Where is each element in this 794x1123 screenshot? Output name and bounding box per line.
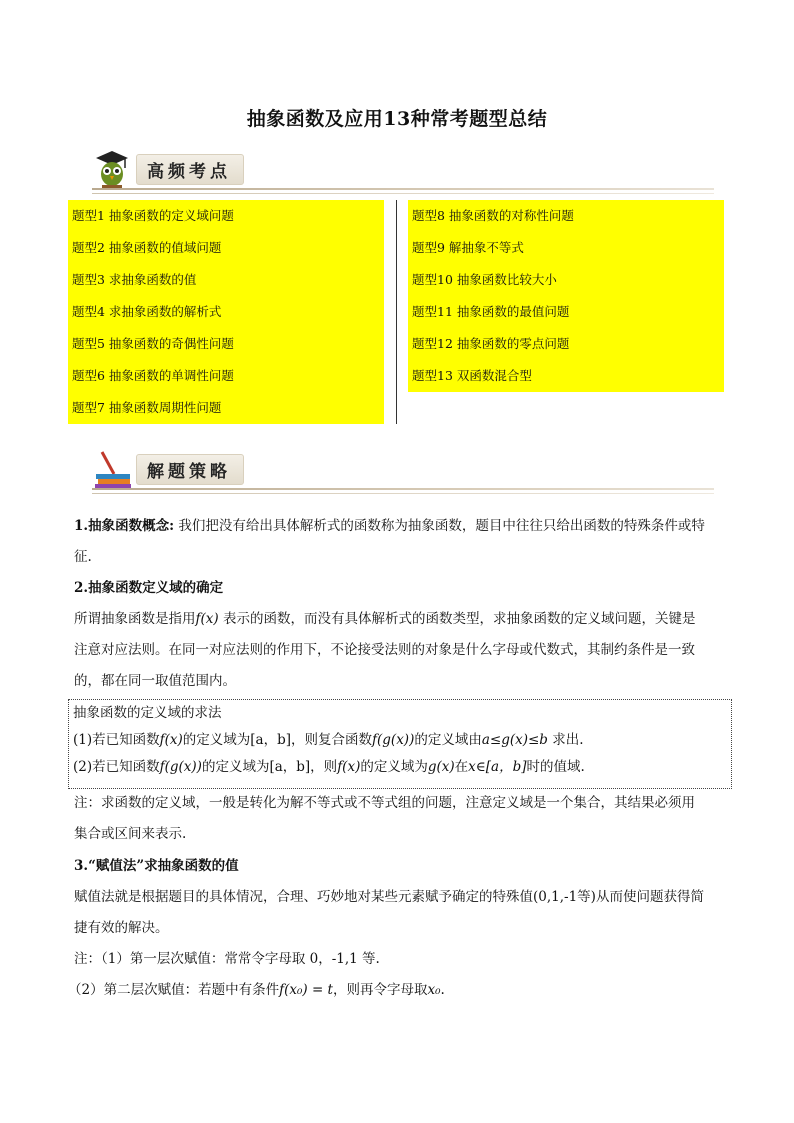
section-heading: 2.抽象函数定义域的确定 bbox=[74, 580, 224, 596]
list-item: 题型10 抽象函数比较大小 bbox=[412, 272, 557, 287]
list-item: 题型7 抽象函数周期性问题 bbox=[72, 400, 222, 415]
banner-rule-thin bbox=[92, 493, 714, 494]
list-item: 题型5 抽象函数的奇偶性问题 bbox=[72, 336, 234, 351]
section-banner-high-frequency bbox=[92, 148, 714, 194]
types-right-column bbox=[408, 200, 724, 392]
box-rule-2: (2)若已知函数f(g(x))的定义域为[a，b]，则f(x)的定义域为g(x)在x∈[a，b]时的值域. bbox=[73, 759, 585, 775]
paragraph-text: 注意对应法则。在同一对应法则的作用下，不论接受法则的对象是什么字母或代数式，其制约条件是一致 bbox=[74, 642, 695, 658]
paragraph-text: 注：（1）第一层次赋值：常常令字母取 0，-1,1 等. bbox=[74, 951, 380, 967]
paragraph-text: 表示的函数，而没有具体解析式的函数类型，求抽象函数的定义域问题，关键是 bbox=[222, 611, 696, 627]
banner-label: 解题策略 bbox=[136, 454, 244, 485]
math-condition: f(x₀) = t bbox=[279, 982, 333, 998]
list-item: 题型9 解抽象不等式 bbox=[412, 240, 524, 255]
section-heading: 3.“赋值法”求抽象函数的值 bbox=[74, 858, 239, 874]
books-pencil-icon bbox=[92, 448, 136, 492]
paragraph-text: （2）第二层次赋值：若题中有条件 bbox=[68, 982, 280, 998]
list-item: 题型4 求抽象函数的解析式 bbox=[72, 304, 222, 319]
section-3-assignment: 3.“赋值法”求抽象函数的值 赋值法就是根据题目的具体情况，合理、巧妙地对某些元素赋予确定的特殊值(0,1,-1等)从而使问题获得简 捷有效的解决。 注：（1）第一层次赋值：常常令字母取 0，-1,1 等. （2）第二层次赋值：若题中有条件f(x₀) = t，则再令字母取x₀. bbox=[74, 851, 724, 1006]
scholar-owl-icon bbox=[92, 148, 132, 192]
page-title: 抽象函数及应用13种常考题型总结 bbox=[246, 108, 548, 130]
list-item: 题型12 抽象函数的零点问题 bbox=[412, 336, 570, 351]
list-item: 题型1 抽象函数的定义域问题 bbox=[72, 208, 234, 223]
banner-rule-thin bbox=[92, 193, 714, 194]
paragraph-text: ，则再令字母取 bbox=[332, 982, 428, 998]
section-1-concept bbox=[74, 511, 724, 573]
domain-note bbox=[74, 788, 724, 850]
paragraph-text: 赋值法就是根据题目的具体情况，合理、巧妙地对某些元素赋予确定的特殊值(0,1,-1等)从而使问题获得简 bbox=[74, 889, 704, 905]
list-item: 题型3 求抽象函数的值 bbox=[72, 272, 197, 287]
paragraph-text: 所谓抽象函数是指用 bbox=[74, 611, 196, 627]
section-heading: 1.抽象函数概念: bbox=[74, 518, 175, 534]
math-x0: x₀ bbox=[427, 982, 441, 998]
box-title: 抽象函数的定义域的求法 bbox=[73, 705, 222, 721]
math-fx: f(x) bbox=[195, 611, 219, 627]
list-item: 题型8 抽象函数的对称性问题 bbox=[412, 208, 574, 223]
column-divider bbox=[396, 200, 397, 424]
banner-rule bbox=[92, 488, 714, 490]
paragraph-text: 的，都在同一取值范围内。 bbox=[74, 673, 236, 689]
paragraph-text: 征. bbox=[74, 549, 92, 565]
domain-method-box bbox=[68, 699, 732, 789]
section-2-domain bbox=[74, 573, 724, 697]
list-item: 题型13 双函数混合型 bbox=[412, 368, 532, 383]
box-rule-1: (1)若已知函数f(x)的定义域为[a，b]，则复合函数f(g(x))的定义域由a≤g(x)≤b 求出. bbox=[73, 732, 584, 748]
section-banner-strategy bbox=[92, 448, 714, 494]
list-item: 题型11 抽象函数的最值问题 bbox=[412, 304, 570, 319]
paragraph-text: 捷有效的解决。 bbox=[74, 920, 169, 936]
paragraph-text: 注：求函数的定义域，一般是转化为解不等式或不等式组的问题，注意定义域是一个集合，其结果必须用 bbox=[74, 795, 695, 811]
banner-label: 高频考点 bbox=[136, 154, 244, 185]
paragraph-text: 集合或区间来表示. bbox=[74, 826, 187, 842]
list-item: 题型2 抽象函数的值域问题 bbox=[72, 240, 222, 255]
types-left-column bbox=[68, 200, 384, 424]
paragraph-text: 我们把没有给出具体解析式的函数称为抽象函数，题目中往往只给出函数的特殊条件或特 bbox=[178, 518, 705, 534]
list-item: 题型6 抽象函数的单调性问题 bbox=[72, 368, 234, 383]
banner-rule bbox=[92, 188, 714, 190]
